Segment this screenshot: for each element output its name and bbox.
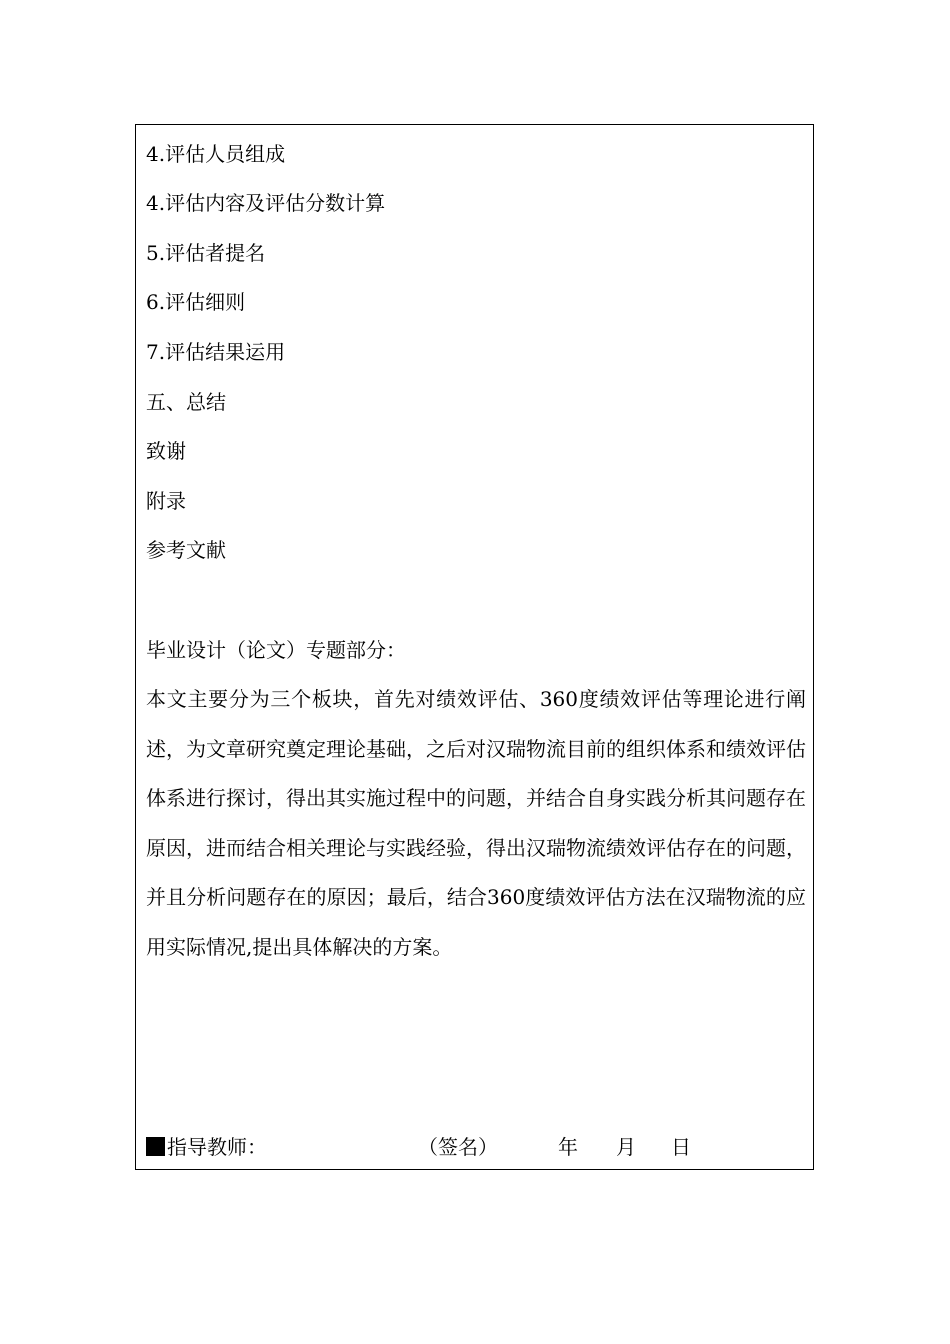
advisor-label: 指导教师：: [167, 1135, 267, 1159]
outline-item: 6.评估细则: [146, 290, 246, 314]
topic-body: 本文主要分为三个板块，首先对绩效评估、360度绩效评估等理论进行阐述，为文章研究奠定理论基础，之后对汉瑞物流目前的组织体系和绩效评估体系进行探讨，得出其实施过程中的问题，并结合自身实践分析其问题存在原因，进而结合相关理论与实践经验，得出汉瑞物流绩效评估存在的问题，并且分析问题存在的原因；最后，结合360度绩效评估方法在汉瑞物流的应用实际情况,提出具体解决的方案。: [146, 687, 806, 959]
topic-heading: 毕业设计（论文）专题部分：: [146, 638, 406, 662]
form-frame: [135, 124, 814, 1170]
outline-item: 致谢: [146, 439, 186, 463]
advisor-label-group: [146, 1135, 267, 1159]
outline-item: 附录: [146, 489, 186, 513]
square-bullet-icon: [146, 1137, 165, 1156]
outline-item: 4.评估内容及评估分数计算: [146, 191, 386, 215]
outline-item: 4.评估人员组成: [146, 142, 286, 166]
outline-item: 7.评估结果运用: [146, 340, 286, 364]
sign-label: （签名）: [418, 1135, 498, 1159]
outline-item: 参考文献: [146, 538, 226, 562]
day-label: 日: [671, 1135, 691, 1159]
year-label: 年: [558, 1135, 578, 1159]
outline-item: 五、总结: [146, 390, 226, 414]
outline-item: 5.评估者提名: [146, 241, 266, 265]
month-label: 月: [616, 1135, 636, 1159]
signature-row: [146, 1135, 806, 1161]
